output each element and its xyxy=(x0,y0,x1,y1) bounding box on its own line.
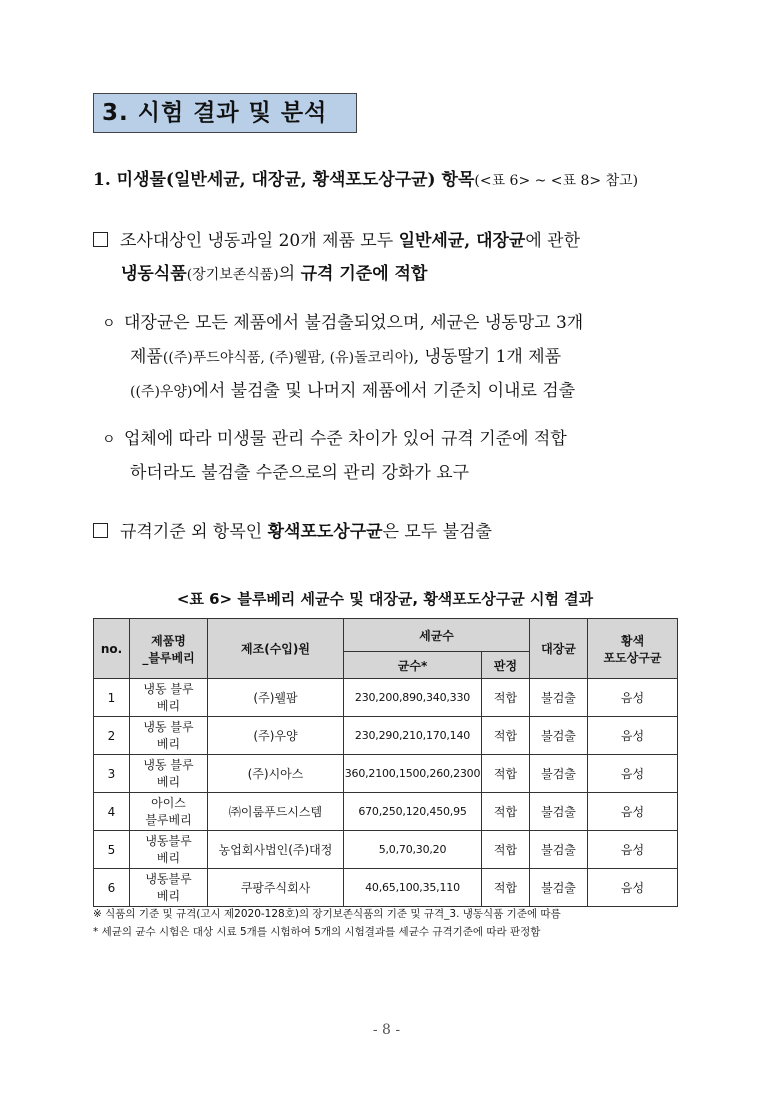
cell-no: 1 xyxy=(94,679,130,717)
cell-staph: 음성 xyxy=(588,831,678,869)
cell-judgment: 적합 xyxy=(482,793,530,831)
cell-ecoli: 불검출 xyxy=(530,717,588,755)
item2-text-b: 은 모두 불검출 xyxy=(382,522,492,542)
item1-small: (장기보존식품) xyxy=(186,267,279,283)
item1-text-a: 조사대상인 냉동과일 20개 제품 모두 xyxy=(120,231,399,251)
cell-maker: (주)우양 xyxy=(208,717,344,755)
checkbox-square-icon xyxy=(93,523,108,538)
cell-product-line-2: 블루베리 xyxy=(145,812,192,827)
header-ecoli: 대장균 xyxy=(530,619,588,679)
cell-judgment: 적합 xyxy=(482,831,530,869)
header-judgment: 판정 xyxy=(482,652,530,679)
cell-product xyxy=(130,869,208,907)
cell-product-line-2: 베리 xyxy=(156,698,181,713)
cell-judgment: 적합 xyxy=(482,755,530,793)
bullet1-line-2a: 제품 xyxy=(130,347,163,367)
cell-no: 2 xyxy=(94,717,130,755)
bullet1-line-1: 대장균은 모든 제품에서 불검출되었으며, 세균은 냉동망고 3개 xyxy=(124,313,584,333)
cell-product-line-1: 냉동 블루 xyxy=(143,719,194,734)
cell-staph: 음성 xyxy=(588,679,678,717)
item2-text-a: 규격기준 외 항목인 xyxy=(120,522,268,542)
finding-item-1 xyxy=(93,225,703,292)
cell-counts: 40,65,100,35,110 xyxy=(344,869,482,907)
heading-reference: (<표 6> ~ <표 8> 참고) xyxy=(474,173,639,189)
checkbox-square-icon xyxy=(93,232,108,247)
cell-maker: (주)시아스 xyxy=(208,755,344,793)
heading-text: 1. 미생물(일반세균, 대장균, 황색포도상구균) 항목 xyxy=(93,170,475,190)
table-row xyxy=(94,793,678,831)
cell-counts: 5,0,70,30,20 xyxy=(344,831,482,869)
cell-product-line-2: 베리 xyxy=(156,850,181,865)
header-counts: 균수* xyxy=(344,652,482,679)
table-row xyxy=(94,755,678,793)
cell-maker: 농업회사법인(주)대정 xyxy=(208,831,344,869)
cell-staph: 음성 xyxy=(588,717,678,755)
header-maker: 제조(수입)원 xyxy=(208,619,344,679)
page-number: - 8 - xyxy=(372,1022,401,1038)
bullet-marker: ㅇ xyxy=(102,432,116,448)
results-table xyxy=(93,618,678,907)
cell-product-line-1: 냉동 블루 xyxy=(143,757,194,772)
cell-product-line-2: 베리 xyxy=(156,774,181,789)
cell-product-line-2: 베리 xyxy=(156,736,181,751)
section-title: 3. 시험 결과 및 분석 xyxy=(93,93,357,133)
header-no: no. xyxy=(94,619,130,679)
cell-no: 3 xyxy=(94,755,130,793)
cell-judgment: 적합 xyxy=(482,679,530,717)
header-staph-line-1: 황색 xyxy=(620,633,645,648)
header-staph xyxy=(588,619,678,679)
cell-staph: 음성 xyxy=(588,755,678,793)
cell-counts: 360,2100,1500,260,2300 xyxy=(344,755,482,793)
bullet1-line-3-small: ((주)우양) xyxy=(130,384,193,400)
cell-product xyxy=(130,793,208,831)
table-row xyxy=(94,869,678,907)
cell-product xyxy=(130,717,208,755)
cell-no: 6 xyxy=(94,869,130,907)
cell-no: 4 xyxy=(94,793,130,831)
bullet2-line-2: 하더라도 불검출 수준으로의 관리 강화가 요구 xyxy=(130,463,470,483)
table-row xyxy=(94,831,678,869)
cell-counts: 670,250,120,450,95 xyxy=(344,793,482,831)
table-caption: <표 6> 블루베리 세균수 및 대장균, 황색포도상구균 시험 결과 xyxy=(176,590,594,608)
item2-bold: 황색포도상구균 xyxy=(267,522,383,542)
header-product xyxy=(130,619,208,679)
cell-judgment: 적합 xyxy=(482,717,530,755)
cell-ecoli: 불검출 xyxy=(530,679,588,717)
cell-product xyxy=(130,679,208,717)
cell-ecoli: 불검출 xyxy=(530,831,588,869)
header-staph-line-2: 포도상구균 xyxy=(603,650,662,665)
bullet-marker: ㅇ xyxy=(102,316,116,332)
cell-product-line-1: 아이스 xyxy=(151,795,186,810)
table-row xyxy=(94,717,678,755)
cell-counts: 230,200,890,340,330 xyxy=(344,679,482,717)
cell-ecoli: 불검출 xyxy=(530,793,588,831)
cell-product xyxy=(130,831,208,869)
cell-product-line-2: 베리 xyxy=(156,888,181,903)
cell-maker: (주)웰팜 xyxy=(208,679,344,717)
item1-bold-b: 냉동식품 xyxy=(121,264,187,284)
table-footnote-2: * 세균의 균수 시험은 대상 시료 5개를 시험하여 5개의 시험결과를 세균수 규격기준에 따라 판정함 xyxy=(93,926,541,938)
cell-ecoli: 불검출 xyxy=(530,869,588,907)
cell-ecoli: 불검출 xyxy=(530,755,588,793)
cell-product xyxy=(130,755,208,793)
item1-bold-c: 규격 기준에 적합 xyxy=(300,264,428,284)
bullet1-line-2b: , 냉동딸기 1개 제품 xyxy=(413,347,562,367)
finding-item-2 xyxy=(93,516,703,549)
table-footnote-1: ※ 식품의 기준 및 규격(고시 제2020-128호)의 장기보존식품의 기준 및 규격_3. 냉동식품 기준에 따름 xyxy=(93,908,561,920)
cell-product-line-1: 냉동블루 xyxy=(145,871,192,886)
cell-maker: 쿠팡주식회사 xyxy=(208,869,344,907)
bullet-item-1 xyxy=(102,307,702,409)
cell-maker: ㈜이룸푸드시스템 xyxy=(208,793,344,831)
header-bacteria: 세균수 xyxy=(344,619,530,652)
cell-no: 5 xyxy=(94,831,130,869)
cell-counts: 230,290,210,170,140 xyxy=(344,717,482,755)
header-product-line-1: 제품명 xyxy=(151,633,186,648)
table-row xyxy=(94,679,678,717)
item1-text-c: 의 xyxy=(278,264,301,284)
bullet-item-2 xyxy=(102,423,702,490)
cell-product-line-1: 냉동 블루 xyxy=(143,681,194,696)
bullet2-line-1: 업체에 따라 미생물 관리 수준 차이가 있어 규격 기준에 적합 xyxy=(124,429,567,449)
header-product-line-2: _블루베리 xyxy=(142,650,195,665)
subsection-heading xyxy=(93,165,713,190)
cell-staph: 음성 xyxy=(588,793,678,831)
item1-text-b: 에 관한 xyxy=(525,231,581,251)
cell-staph: 음성 xyxy=(588,869,678,907)
cell-product-line-1: 냉동블루 xyxy=(145,833,192,848)
bullet1-line-2-small: ((주)푸드야식품, (주)웰팜, (유)돌코리아) xyxy=(162,350,414,366)
bullet1-line-3b: 에서 불검출 및 나머지 제품에서 기준치 이내로 검출 xyxy=(192,381,576,401)
cell-judgment: 적합 xyxy=(482,869,530,907)
item1-bold-a: 일반세균, 대장균 xyxy=(398,231,526,251)
